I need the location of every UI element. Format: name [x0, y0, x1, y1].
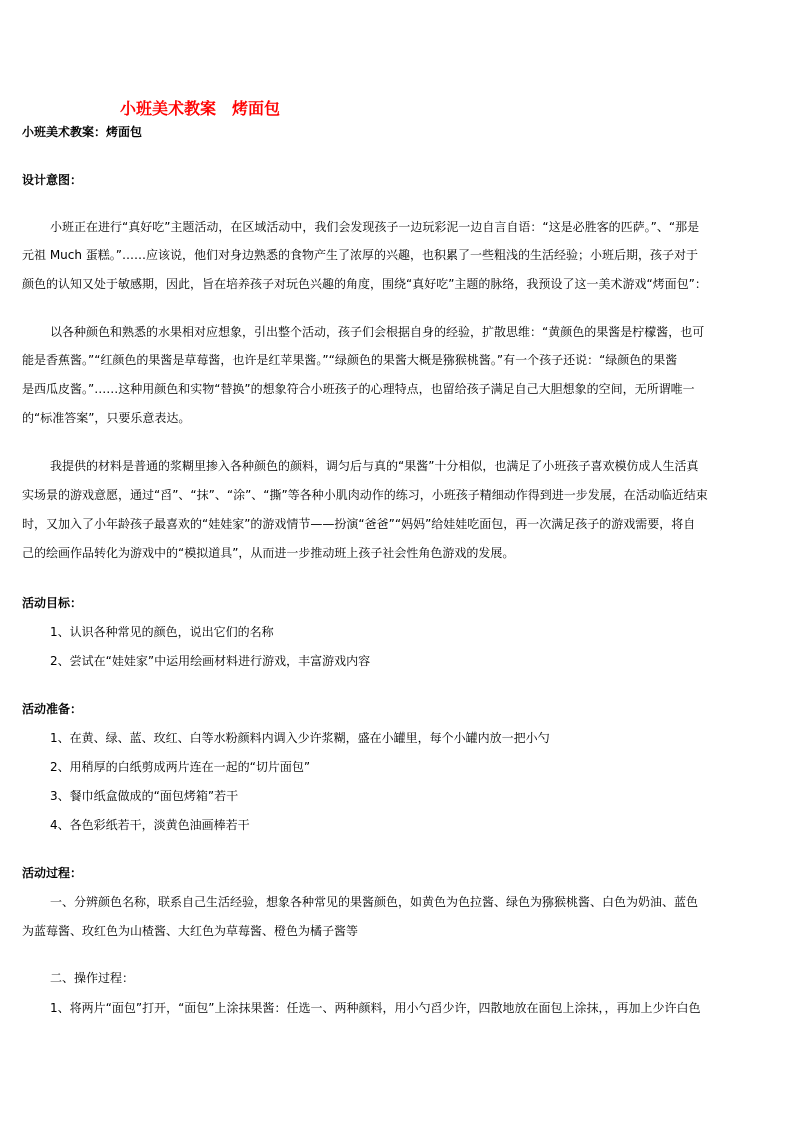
goal-item-1: 1、认识各种常见的颜色，说出它们的名称 — [50, 625, 274, 639]
design-p3-line-4: 己的绘画作品转化为游戏中的“模拟道具”，从而进一步推动班上孩子社会性角色游戏的发展。 — [22, 546, 515, 560]
design-p1-line-3: 颜色的认知又处于敏感期，因此，旨在培养孩子对玩色兴趣的角度，围绕“真好吃”主题的脉络，我预设了这一美术游戏“烤面包”： — [22, 277, 707, 291]
design-p2-line-3: 是西瓜皮酱。”……这种用颜色和实物“替换”的想象符合小班孩子的心理特点，也留给孩子满足自己大胆想象的空间，无所谓唯一 — [22, 382, 695, 396]
design-p2-line-1: 以各种颜色和熟悉的水果相对应想象，引出整个活动，孩子们会根据自身的经验，扩散思维：“黄颜色的果酱是柠檬酱，也可 — [50, 325, 705, 339]
design-p1-line-1: 小班正在进行“真好吃”主题活动，在区域活动中，我们会发现孩子一边玩彩泥一边自言自语：“这是必胜客的匹萨。”、“那是 — [50, 220, 700, 234]
document-title: 小班美术教案 烤面包 — [120, 99, 281, 118]
process-step1-line-1: 一、分辨颜色名称，联系自己生活经验，想象各种常见的果酱颜色，如黄色为色拉酱、绿色为猕猴桃酱、白色为奶油、蓝色 — [50, 895, 699, 909]
design-p1-line-2: 元祖 Much 蛋糕。”……应该说，他们对身边熟悉的食物产生了浓厚的兴趣，也积累了一些粗浅的生活经验；小班后期，孩子对于 — [22, 248, 699, 262]
goals-heading: 活动目标： — [22, 596, 83, 610]
prep-heading: 活动准备： — [22, 702, 83, 716]
goal-item-2: 2、尝试在“娃娃家”中运用绘画材料进行游戏，丰富游戏内容 — [50, 654, 371, 668]
prep-item-1: 1、在黄、绿、蓝、玫红、白等水粉颜料内调入少许浆糊，盛在小罐里，每个小罐内放一把小勺 — [50, 731, 550, 745]
design-p3-line-1: 我提供的材料是普通的浆糊里掺入各种颜色的颜料，调匀后与真的“果酱”十分相似，也满足了小班孩子喜欢模仿成人生活真 — [50, 459, 699, 473]
prep-item-4: 4、各色彩纸若干，淡黄色油画棒若干 — [50, 818, 250, 832]
process-step2-heading: 二、操作过程： — [50, 971, 135, 985]
design-p2-line-2: 能是香蕉酱。”“红颜色的果酱是草莓酱，也许是红苹果酱。”“绿颜色的果酱大概是猕猴桃酱。”有一个孩子还说：“绿颜色的果酱 — [22, 353, 678, 367]
prep-item-2: 2、用稍厚的白纸剪成两片连在一起的“切片面包” — [50, 760, 311, 774]
subtitle: 小班美术教案：烤面包 — [22, 125, 143, 139]
process-heading: 活动过程： — [22, 866, 83, 880]
process-step2-item-1: 1、将两片“面包”打开，“面包”上涂抹果酱：任选一、两种颜料，用小勺舀少许，四散地放在面包上涂抹，，再加上少许白色 — [50, 1001, 701, 1015]
process-step1-line-2: 为蓝莓酱、玫红色为山楂酱、大红色为草莓酱、橙色为橘子酱等 — [22, 924, 359, 938]
design-heading: 设计意图： — [22, 173, 83, 187]
prep-item-3: 3、餐巾纸盒做成的“面包烤箱”若干 — [50, 789, 239, 803]
design-p3-line-3: 时，又加入了小年龄孩子最喜欢的“娃娃家”的游戏情节——扮演“爸爸”“妈妈”给娃娃吃面包，再一次满足孩子的游戏需要，将自 — [22, 517, 696, 531]
design-p3-line-2: 实场景的游戏意愿，通过“舀”、“抹”、“涂”、“撕”等各种小肌肉动作的练习，小班孩子精细动作得到进一步发展，在活动临近结束 — [22, 488, 708, 502]
design-p2-line-4: 的“标准答案”，只要乐意表达。 — [22, 411, 191, 425]
